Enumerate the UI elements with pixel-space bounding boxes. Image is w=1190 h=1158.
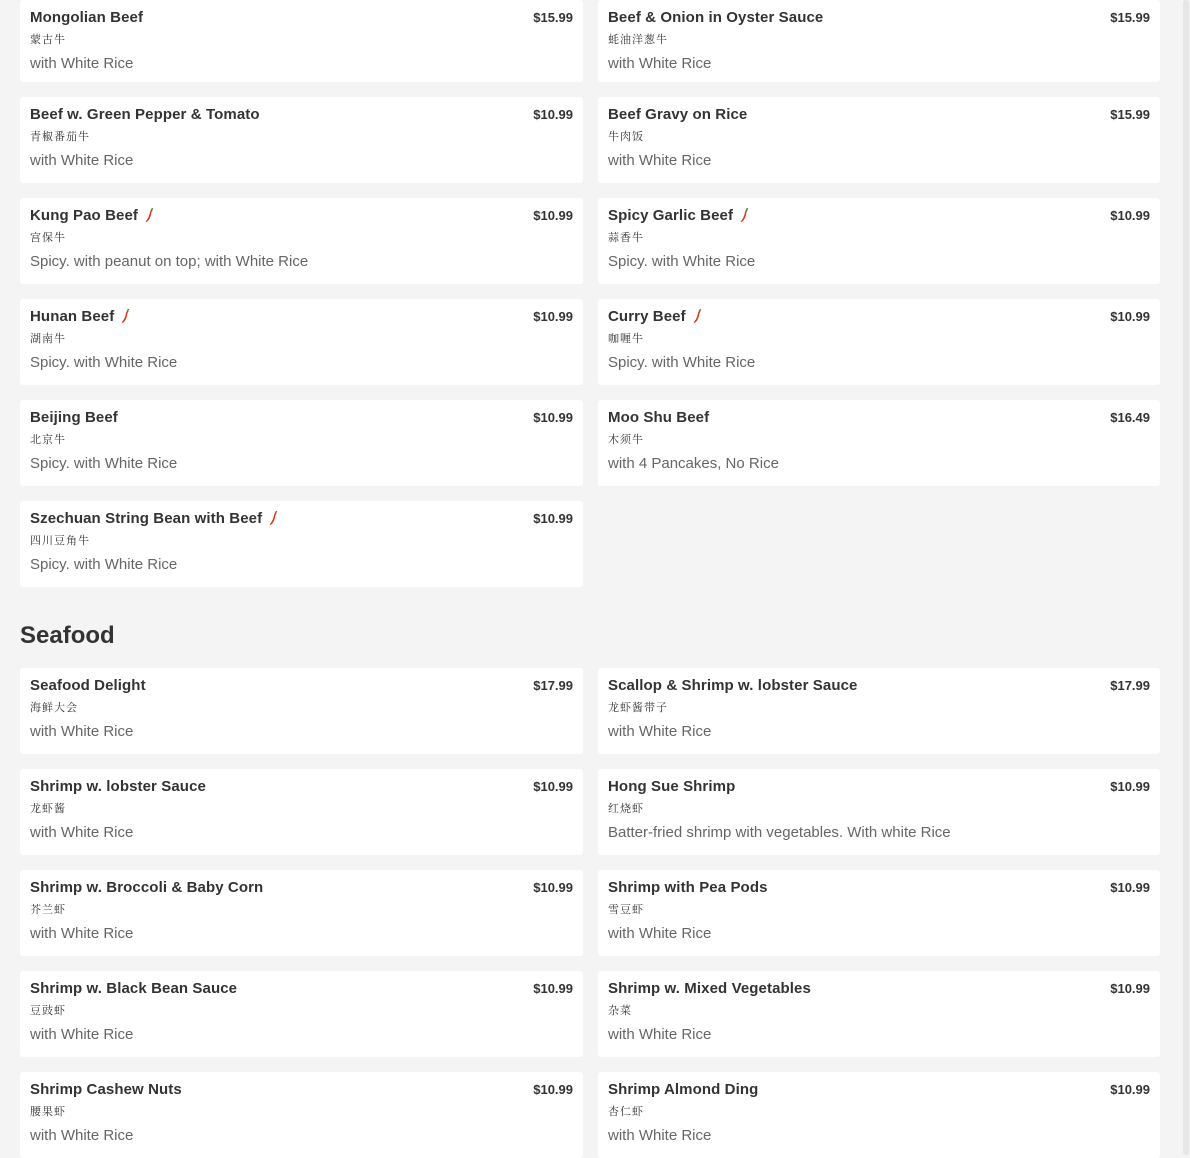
menu-item-price: $10.99: [1110, 208, 1150, 223]
menu-item-chinese-name: 芥兰虾: [30, 904, 66, 916]
seafood-menu-grid: [20, 668, 1160, 1158]
menu-item-name: [30, 778, 206, 795]
menu-item-price: $17.99: [1110, 678, 1150, 693]
menu-item-description: with White Rice: [30, 1127, 134, 1144]
menu-item-description: with White Rice: [608, 1127, 712, 1144]
menu-item-price: $10.99: [533, 410, 573, 425]
menu-item-chinese-name: 牛肉饭: [608, 131, 644, 143]
menu-item-card[interactable]: [598, 97, 1160, 183]
menu-item-description: with White Rice: [608, 55, 712, 72]
menu-item-name-text: Szechuan String Bean with Beef: [30, 510, 263, 527]
menu-item-name: [608, 1081, 758, 1098]
menu-item-chinese-name: 杂菜: [608, 1005, 632, 1017]
menu-item-name-text: Seafood Delight: [30, 677, 146, 694]
menu-item-name: [608, 106, 747, 123]
menu-item-card[interactable]: [598, 0, 1160, 82]
menu-item-name-text: Mongolian Beef: [30, 9, 144, 26]
chili-pepper-icon: [740, 208, 749, 223]
menu-item-price: $15.99: [533, 10, 573, 25]
menu-item-name: [30, 677, 146, 694]
menu-item-chinese-name: 豆豉虾: [30, 1005, 66, 1017]
menu-item-name: [608, 879, 768, 896]
menu-item-name: [30, 510, 278, 527]
menu-item-price: $10.99: [533, 511, 573, 526]
menu-item-chinese-name: 青椒番茄牛: [30, 131, 90, 143]
menu-item-name: [30, 308, 130, 325]
menu-item-price: $10.99: [533, 880, 573, 895]
menu-item-description: with White Rice: [30, 55, 134, 72]
menu-item-card[interactable]: [20, 971, 583, 1057]
menu-item-description: Spicy. with White Rice: [30, 455, 178, 472]
menu-item-name-text: Kung Pao Beef: [30, 207, 138, 224]
menu-item-chinese-name: 湖南牛: [30, 333, 66, 345]
menu-item-name: [30, 9, 143, 26]
menu-item-name: [30, 207, 154, 224]
menu-item-card[interactable]: [598, 400, 1160, 486]
menu-item-name: [608, 9, 823, 26]
menu-item-price: $10.99: [533, 208, 573, 223]
menu-item-price: $10.99: [533, 309, 573, 324]
menu-item-card[interactable]: [20, 0, 583, 82]
menu-item-card[interactable]: [598, 668, 1160, 754]
menu-item-card[interactable]: [598, 299, 1160, 385]
menu-item-card[interactable]: [598, 198, 1160, 284]
menu-item-name-text: Moo Shu Beef: [608, 409, 710, 426]
menu-item-price: $10.99: [533, 107, 573, 122]
menu-item-name-text: Shrimp w. Black Bean Sauce: [30, 980, 238, 997]
menu-item-description: with White Rice: [30, 824, 134, 841]
menu-item-name: [30, 106, 260, 123]
menu-item-name: [608, 677, 857, 694]
menu-item-chinese-name: 咖喱牛: [608, 333, 644, 345]
menu-item-description: with White Rice: [608, 925, 712, 942]
menu-item-card[interactable]: [20, 769, 583, 855]
menu-item-name: [608, 308, 702, 325]
menu-item-name-text: Shrimp with Pea Pods: [608, 879, 768, 896]
menu-item-chinese-name: 龙虾酱: [30, 803, 66, 815]
menu-item-card[interactable]: [20, 668, 583, 754]
menu-item-price: $10.99: [533, 1082, 573, 1097]
menu-item-card[interactable]: [598, 769, 1160, 855]
menu-item-chinese-name: 雪豆虾: [608, 904, 644, 916]
menu-item-chinese-name: 龙虾酱带子: [608, 702, 668, 714]
menu-item-description: Spicy. with White Rice: [30, 556, 178, 573]
menu-item-description: Spicy. with White Rice: [608, 253, 756, 270]
menu-item-price: $16.49: [1110, 410, 1150, 425]
menu-item-name-text: Beef Gravy on Rice: [608, 106, 748, 123]
scrollbar-thumb[interactable]: [1183, 0, 1189, 1155]
menu-item-chinese-name: 杏仁虾: [608, 1106, 644, 1118]
menu-item-name: [608, 980, 811, 997]
menu-item-price: $15.99: [1110, 10, 1150, 25]
chili-pepper-icon: [693, 309, 702, 324]
menu-item-card[interactable]: [20, 299, 583, 385]
menu-item-description: with White Rice: [30, 925, 134, 942]
menu-item-chinese-name: 红烧虾: [608, 803, 644, 815]
menu-item-chinese-name: 腰果虾: [30, 1106, 66, 1118]
menu-item-name-text: Beijing Beef: [30, 409, 118, 426]
menu-item-price: $15.99: [1110, 107, 1150, 122]
menu-item-name-text: Hunan Beef: [30, 308, 115, 325]
menu-item-description: with White Rice: [30, 1026, 134, 1043]
menu-item-chinese-name: 蚝油洋葱牛: [608, 34, 668, 46]
menu-item-name-text: Spicy Garlic Beef: [608, 207, 734, 224]
section-title-seafood: Seafood: [20, 622, 115, 649]
menu-item-name-text: Beef & Onion in Oyster Sauce: [608, 9, 824, 26]
menu-item-name-text: Beef w. Green Pepper & Tomato: [30, 106, 260, 123]
menu-item-description: Spicy. with peanut on top; with White Rice: [30, 253, 309, 270]
chili-pepper-icon: [121, 309, 130, 324]
menu-item-description: Spicy. with White Rice: [608, 354, 756, 371]
menu-item-chinese-name: 木须牛: [608, 434, 644, 446]
menu-item-price: $10.99: [1110, 779, 1150, 794]
menu-item-card[interactable]: [598, 1072, 1160, 1158]
menu-item-name: [30, 1081, 182, 1098]
menu-item-card[interactable]: [20, 1072, 583, 1158]
chili-pepper-icon: [145, 208, 154, 223]
menu-item-name-text: Shrimp w. lobster Sauce: [30, 778, 206, 795]
menu-item-card[interactable]: [20, 400, 583, 486]
menu-item-name-text: Shrimp Almond Ding: [608, 1081, 759, 1098]
menu-item-chinese-name: 蒜香牛: [608, 232, 644, 244]
menu-item-description: with White Rice: [30, 152, 134, 169]
menu-item-description: with White Rice: [608, 1026, 712, 1043]
menu-item-price: $10.99: [1110, 1082, 1150, 1097]
menu-item-name: [608, 409, 709, 426]
menu-item-price: $10.99: [1110, 309, 1150, 324]
menu-item-name-text: Shrimp w. Mixed Vegetables: [608, 980, 811, 997]
menu-item-description: with White Rice: [608, 152, 712, 169]
menu-item-description: Spicy. with White Rice: [30, 354, 178, 371]
menu-item-name-text: Shrimp w. Broccoli & Baby Corn: [30, 879, 264, 896]
menu-item-price: $10.99: [533, 779, 573, 794]
menu-item-description: with White Rice: [608, 723, 712, 740]
menu-item-chinese-name: 蒙古牛: [30, 34, 66, 46]
menu-item-chinese-name: 四川豆角牛: [30, 535, 90, 547]
menu-item-name: [30, 980, 237, 997]
menu-item-chinese-name: 宫保牛: [30, 232, 66, 244]
chili-pepper-icon: [269, 511, 278, 526]
menu-item-card[interactable]: [20, 198, 583, 284]
menu-item-price: $10.99: [533, 981, 573, 996]
menu-item-name: [608, 778, 735, 795]
menu-item-description: Batter-fried shrimp with vegetables. With white Rice: [608, 824, 951, 841]
menu-item-card[interactable]: [20, 870, 583, 956]
beef-menu-grid: [20, 0, 1160, 587]
menu-item-name: [30, 879, 263, 896]
menu-item-name-text: Shrimp Cashew Nuts: [30, 1081, 182, 1098]
page-scrollbar[interactable]: [1182, 0, 1190, 1155]
menu-item-description: with 4 Pancakes, No Rice: [608, 455, 779, 472]
menu-item-card[interactable]: [20, 501, 583, 587]
menu-item-card[interactable]: [598, 870, 1160, 956]
menu-item-chinese-name: 北京牛: [30, 434, 66, 446]
menu-item-price: $10.99: [1110, 981, 1150, 996]
menu-item-name: [608, 207, 749, 224]
menu-item-card[interactable]: [20, 97, 583, 183]
menu-item-description: with White Rice: [30, 723, 134, 740]
menu-item-price: $17.99: [533, 678, 573, 693]
menu-item-name: [30, 409, 118, 426]
menu-item-name-text: Curry Beef: [608, 308, 686, 325]
menu-item-chinese-name: 海鲜大会: [30, 702, 78, 714]
menu-item-name-text: Hong Sue Shrimp: [608, 778, 736, 795]
menu-item-card[interactable]: [598, 971, 1160, 1057]
menu-item-price: $10.99: [1110, 880, 1150, 895]
menu-item-name-text: Scallop & Shrimp w. lobster Sauce: [608, 677, 858, 694]
